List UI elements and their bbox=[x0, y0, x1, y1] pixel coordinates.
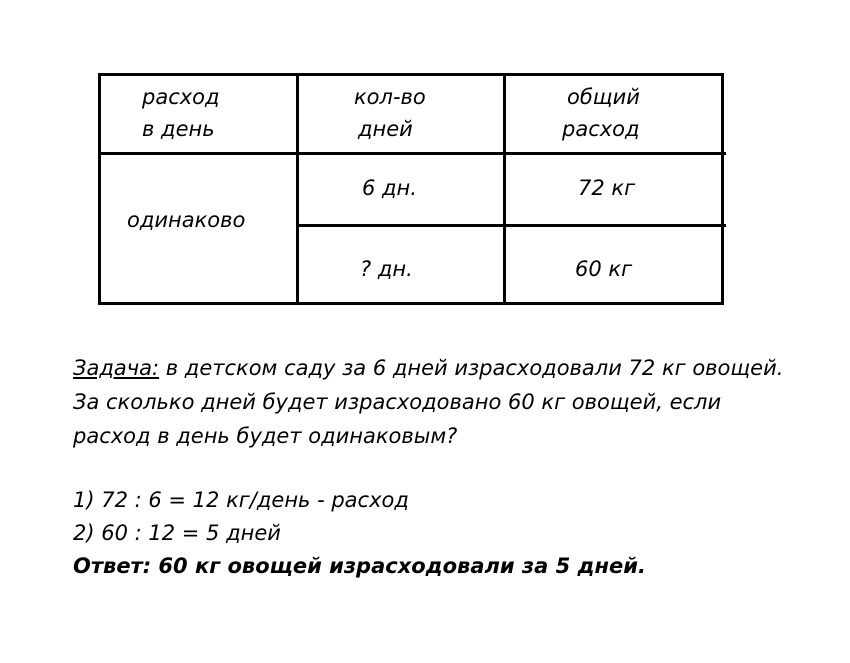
solution-step-1: 1) 72 : 6 = 12 кг/день - расход bbox=[73, 488, 409, 512]
problem-line-2: За сколько дней будет израсходовано 60 кг овощей, если bbox=[73, 390, 722, 414]
header-rate-line1: расход bbox=[142, 85, 220, 109]
cell-rate-same: одинаково bbox=[127, 208, 246, 232]
problem-text-1: в детском саду за 6 дней израсходовали 72 кг овощей. bbox=[159, 356, 784, 380]
table-border-bottom bbox=[98, 302, 724, 305]
header-rate-line2: в день bbox=[142, 117, 215, 141]
solution-answer: Ответ: 60 кг овощей израсходовали за 5 дней. bbox=[73, 554, 646, 578]
header-days-line1: кол-во bbox=[354, 85, 426, 109]
table-header-divider bbox=[98, 152, 726, 155]
table-row-divider bbox=[296, 224, 726, 227]
header-total-line2: расход bbox=[562, 117, 640, 141]
cell-row1-days: 6 дн. bbox=[362, 176, 417, 200]
table-border-right bbox=[721, 73, 724, 305]
table-border-left bbox=[98, 73, 101, 305]
problem-label: Задача: bbox=[73, 356, 160, 380]
cell-row2-total: 60 кг bbox=[575, 257, 633, 281]
table-column-divider-2 bbox=[503, 73, 506, 305]
table-border-top bbox=[98, 73, 724, 76]
header-total-line1: общий bbox=[567, 85, 640, 109]
header-days-line2: дней bbox=[358, 117, 413, 141]
solution-step-2: 2) 60 : 12 = 5 дней bbox=[73, 521, 281, 545]
problem-line-1 bbox=[73, 351, 783, 385]
cell-row1-total: 72 кг bbox=[578, 176, 636, 200]
cell-row2-days: ? дн. bbox=[360, 257, 413, 281]
table-column-divider-1 bbox=[296, 73, 299, 305]
problem-line-3: расход в день будет одинаковым? bbox=[73, 424, 458, 448]
data-table bbox=[98, 73, 724, 305]
